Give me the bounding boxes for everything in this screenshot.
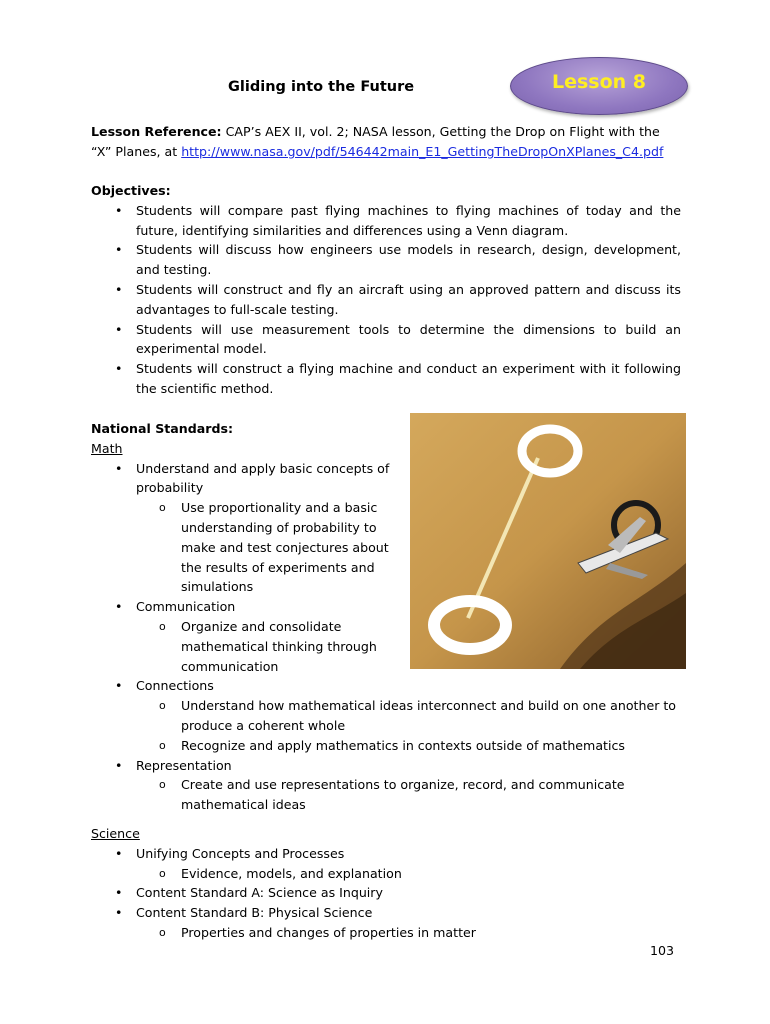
objectives-list	[91, 201, 681, 399]
science-section	[91, 824, 681, 943]
list-item: • Representation o Create and use representations to organize, record, and communicate mathematical ideas	[91, 756, 681, 815]
math-list	[91, 459, 681, 815]
list-item: o Create and use representations to organize, record, and communicate mathematical ideas	[91, 775, 636, 815]
list-item: • Content Standard B: Physical Science o Properties and changes of properties in matter	[91, 903, 681, 943]
list-item: • Unifying Concepts and Processes o Evidence, models, and explanation	[91, 844, 681, 884]
science-label: Science	[91, 826, 140, 841]
list-item: o Properties and changes of properties in matter	[91, 923, 681, 943]
objectives-heading: Objectives:	[91, 183, 171, 198]
math-label: Math	[91, 440, 123, 456]
reference-link[interactable]: http://www.nasa.gov/pdf/546442main_E1_GettingTheDropOnXPlanes_C4.pdf	[181, 143, 664, 159]
list-item: • Students will construct and fly an aircraft using an approved pattern and discuss its advantages to full-scale testing.	[91, 280, 681, 320]
page-number: 103	[650, 943, 675, 958]
list-item: o Evidence, models, and explanation	[91, 864, 681, 884]
standards-section	[91, 419, 681, 815]
list-item: • Communication o Organize and consolidate mathematical thinking through communication	[91, 597, 681, 676]
science-list	[91, 844, 681, 943]
list-item: • Students will construct a flying machine and conduct an experiment with it following the scientific method.	[91, 359, 681, 399]
lesson-reference	[91, 122, 681, 162]
list-item: o Use proportionality and a basic understanding of probability to make and test conjectures about the results of experiments and simulations	[91, 498, 411, 597]
standards-heading: National Standards:	[91, 421, 234, 436]
lesson-badge-label: Lesson 8	[551, 71, 647, 93]
list-item: • Students will discuss how engineers use models in research, design, development, and testing.	[91, 240, 681, 280]
list-item: • Students will use measurement tools to determine the dimensions to build an experimental model.	[91, 320, 681, 360]
reference-text: CAP’s AEX II, vol. 2; NASA lesson, Getting the Drop on Flight with the “X” Planes, at	[91, 124, 660, 159]
objectives-section	[91, 181, 681, 399]
list-item: o Recognize and apply mathematics in contexts outside of mathematics	[91, 736, 681, 756]
list-item: • Connections o Understand how mathematical ideas interconnect and build on one another to produce a coherent whole o Recognize and apply mathematics in contexts outside of mathematics	[91, 676, 681, 755]
list-item: o Organize and consolidate mathematical thinking through communication	[91, 617, 381, 676]
list-item: o Understand how mathematical ideas interconnect and build on one another to produce a coherent whole	[91, 696, 681, 736]
page-title: Gliding into the Future	[228, 79, 415, 95]
list-item: • Understand and apply basic concepts of probability o Use proportionality and a basic understanding of probability to make and test conjectures about the results of experiments and simulations	[91, 459, 446, 598]
list-item: • Content Standard A: Science as Inquiry	[91, 883, 681, 903]
reference-label: Lesson Reference:	[91, 124, 222, 139]
lesson-badge	[510, 57, 688, 115]
list-item: • Students will compare past flying machines to flying machines of today and the future, identifying similarities and differences using a Venn diagram.	[91, 201, 681, 241]
